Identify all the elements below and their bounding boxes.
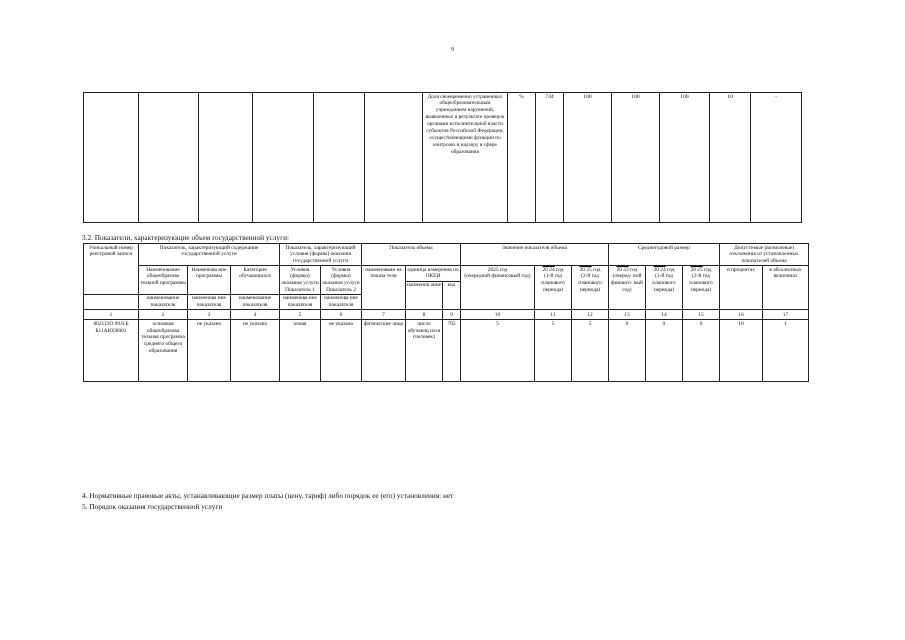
header-avg-year-1-label: 20 23 год (616, 266, 638, 273)
header-content: Показатель, характеризующий содержание государственной услуги (139, 244, 280, 266)
column-number: 11 (535, 310, 572, 320)
avg-size-year-1: 0 (609, 320, 646, 382)
header-indicator-name-3: наименова ние показателя (188, 294, 231, 309)
header-year-2027-label: 20 25 год (579, 266, 601, 273)
deviation-absolute: 1 (763, 320, 809, 382)
header-conditions: Показатель, характеризующий условия (формы) оказания государственной услуги (280, 244, 362, 266)
column-number: 7 (362, 310, 406, 320)
empty-cell (84, 93, 139, 223)
quality-row (84, 93, 802, 223)
program-name: основная общеобразова тельная программа среднего общего образования (139, 320, 188, 382)
header-unit-okei: единица измерения по ОКЕИ (407, 266, 459, 280)
value-year-1: 5 (461, 320, 535, 382)
header-indicator-name-6: наименова ние показателя (321, 294, 362, 309)
empty-cell (253, 93, 314, 223)
value-year-3: 5 (572, 320, 609, 382)
unit-code: 792 (443, 320, 461, 382)
header-deviation: Допустимые (возможные) отклонения от установленных показателей объема (720, 244, 809, 266)
column-number: 9 (443, 310, 461, 320)
volume-indicator-name: физические лица (362, 320, 406, 382)
header-dev-abs: в абсолютных величинах (763, 266, 809, 310)
header-avg-year-2-label: 20 24 год (653, 266, 675, 273)
value-2026: 100 (612, 93, 660, 223)
header-volume: Показатель объема (362, 244, 461, 266)
section-4-text: 4. Нормативные правовые акты, устанавливающие размер платы (цену, тариф) либо порядок ее (его) установления: нет (82, 491, 454, 500)
column-number-row (84, 310, 809, 320)
quality-table-continuation (83, 92, 802, 223)
header-unit-name: наименов ание (406, 281, 443, 310)
indicator-okei: 744 (536, 93, 564, 223)
column-number: 6 (321, 310, 362, 320)
header-year-2025-sub: (очередной финансовый год) (464, 273, 531, 280)
header-year-2026-label: 20 24 год (542, 266, 564, 273)
empty-cell (365, 93, 423, 223)
page-number: 9 (451, 47, 454, 53)
empty-cell (199, 93, 253, 223)
column-number: 14 (646, 310, 683, 320)
header-avg-year-3-label: 20 25 год (690, 266, 712, 273)
header-prog-naming: Наименова ние программы (188, 266, 231, 295)
header-unit-code: код (443, 281, 461, 310)
indicator-unit: % (508, 93, 536, 223)
header-indicator-name-4: наименование показателя (231, 294, 280, 309)
header-dev-percent: в процентах (720, 266, 763, 310)
deviation-percent: 10 (710, 93, 751, 223)
header-avg-year-3-sub: (2-й год планового периода) (689, 273, 713, 293)
empty-cell (139, 93, 199, 223)
avg-size-year-3: 0 (683, 320, 720, 382)
header-year-2027 (572, 266, 609, 310)
deviation-absolute: - (751, 93, 802, 223)
header-condition-2: Условия (формы) оказания услуги Показатель 2 (322, 266, 360, 293)
header-values: Значение показателя объема (461, 244, 609, 266)
header-average-size: Среднегодовой размер (609, 244, 720, 266)
empty-cell (314, 93, 365, 223)
header-avg-year-1-sub: (очеред- ной финансо- вый год) (611, 273, 643, 293)
header-indicator-name-5: наименова ние показателя (280, 294, 321, 309)
unit-name: число обучающ ихся (человек) (406, 320, 443, 382)
column-number: 15 (683, 310, 720, 320)
header-avg-year-1 (609, 266, 646, 310)
column-number: 3 (188, 310, 231, 320)
column-number: 8 (406, 310, 443, 320)
header-avg-year-2 (646, 266, 683, 310)
section-5-text: 5. Порядок оказания государственной услуги (82, 502, 223, 511)
column-number: 5 (280, 310, 321, 320)
header-year-2026 (535, 266, 572, 310)
student-category: не указано (231, 320, 280, 382)
section-3-2-title: 3.2. Показатели, характеризующие объем государственной услуги: (82, 233, 290, 242)
value-2025: 100 (564, 93, 612, 223)
column-number: 13 (609, 310, 646, 320)
header-year-2026-sub: (1-й год планового периода) (541, 273, 565, 293)
column-number: 16 (720, 310, 763, 320)
table-row (84, 320, 809, 382)
column-number: 12 (572, 310, 609, 320)
registry-code: 802112О.99.0.Б Б11АЮ58001 (84, 320, 139, 382)
header-year-2025-label: 2025 год (487, 266, 508, 273)
column-number: 1 (84, 310, 139, 320)
header-category: Категория обучающихся (231, 266, 280, 295)
value-2027: 100 (660, 93, 710, 223)
indicator-description: Доля своевременно устраненных общеобразовательным учреждением нарушений, выявленных в результате проверок органами исполнительной власти субъектов Российской Федерации, осуществляющими функции по контролю и надзору в сфере образования (423, 93, 508, 223)
header-year-2027-sub: (2-й год планового периода) (578, 273, 602, 293)
header-avg-year-2-sub: (1-й год планового периода) (652, 273, 676, 293)
header-condition-1: Условия (формы) оказания услуги Показатель 1 (281, 266, 319, 293)
header-row-2 (84, 266, 809, 281)
header-naming: наименовани не показа теля (362, 266, 406, 310)
volume-table (83, 243, 809, 382)
header-avg-year-3 (683, 266, 720, 310)
header-indicator-name-2: наименование показателя (139, 294, 188, 309)
header-row-1 (84, 244, 809, 266)
header-year-2025 (461, 266, 535, 310)
column-number: 10 (461, 310, 535, 320)
avg-size-year-2: 0 (646, 320, 683, 382)
column-number: 2 (139, 310, 188, 320)
condition-2: не указано (321, 320, 362, 382)
column-number: 4 (231, 310, 280, 320)
header-indicator-name-1 (84, 294, 139, 309)
header-prog-name: Наименование общеобразова тельной программы (139, 266, 188, 295)
program-naming: не указано (188, 320, 231, 382)
header-unique-number: Уникальный номер реестровой записи (84, 244, 139, 295)
value-year-2: 5 (535, 320, 572, 382)
deviation-percent: 10 (720, 320, 763, 382)
condition-form: очная (280, 320, 321, 382)
column-number: 17 (763, 310, 809, 320)
